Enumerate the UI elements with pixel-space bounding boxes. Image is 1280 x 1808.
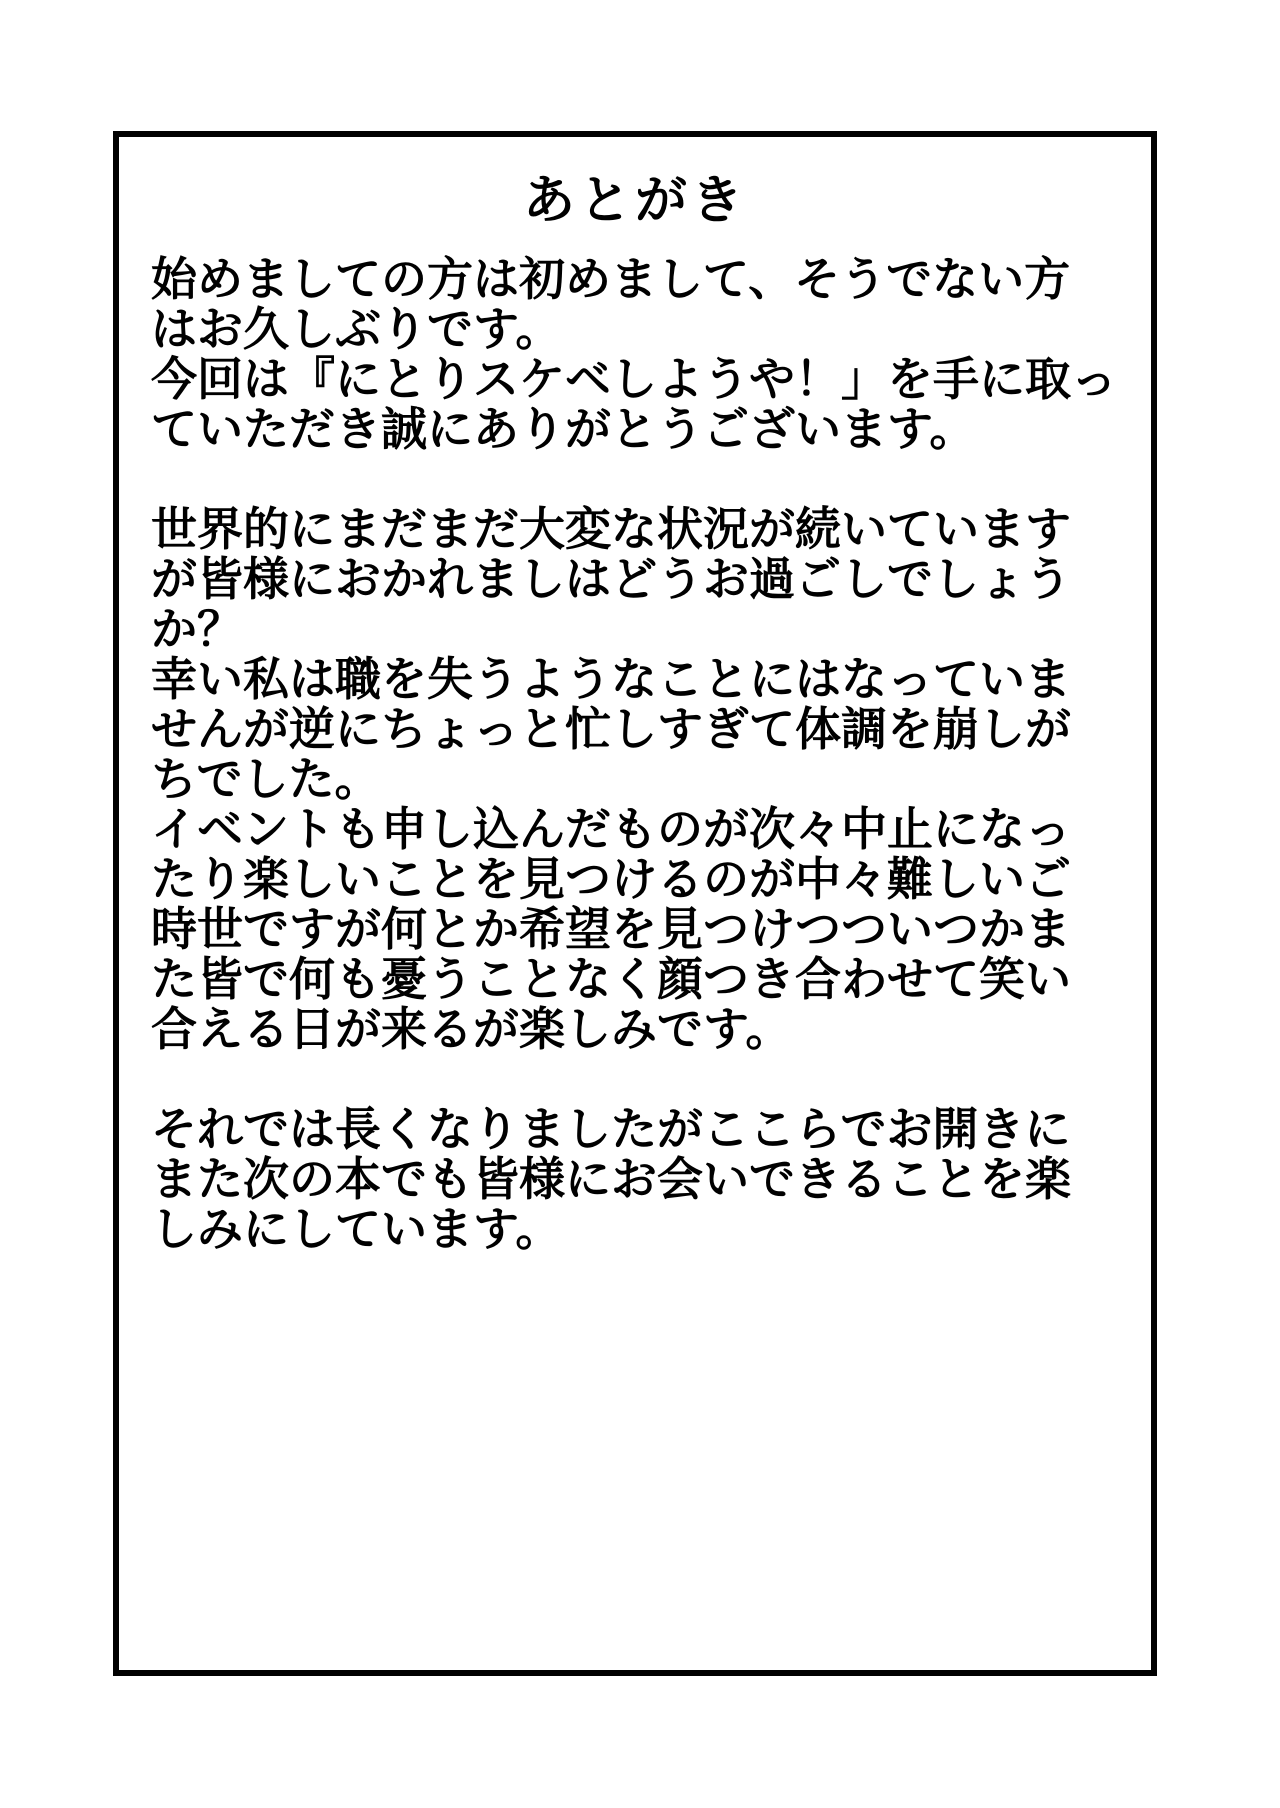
text-line: 時世ですが何とか希望を見つけつついつかま bbox=[151, 902, 1071, 956]
text-line: 世界的にまだまだ大変な状況が続いています bbox=[151, 502, 1071, 556]
paragraph-greeting bbox=[151, 254, 1151, 454]
page-frame bbox=[113, 131, 1157, 1676]
paragraph-gap bbox=[151, 1054, 1151, 1104]
text-line: か？ bbox=[151, 602, 243, 656]
text-line: た皆で何も憂うことなく顔つき合わせて笑い bbox=[151, 952, 1071, 1006]
text-line: それでは長くなりましたがここらでお開きに bbox=[151, 1102, 1071, 1156]
paragraph-situation bbox=[151, 504, 1151, 1054]
text-line: はお久しぶりです。 bbox=[151, 302, 562, 356]
text-line: が皆様におかれましはどうお過ごしでしょう bbox=[151, 552, 1071, 606]
text-line: たり楽しいことを見つけるのが中々難しいご bbox=[151, 852, 1071, 906]
text-line: しみにしています。 bbox=[151, 1202, 562, 1256]
text-line: 始めましての方は初めまして、そうでない方 bbox=[151, 252, 1071, 306]
text-line: せんが逆にちょっと忙しすぎて体調を崩しが bbox=[151, 702, 1071, 756]
text-line: ていただき誠にありがとうございます。 bbox=[151, 402, 976, 456]
text-line: 合える日が来るが楽しみです。 bbox=[151, 1002, 792, 1056]
page-title: あとがき bbox=[522, 171, 747, 231]
paragraph-closing bbox=[151, 1104, 1151, 1254]
text-line: 今回は『にとりスケベしようや！」を手に取っ bbox=[151, 352, 1117, 406]
text-line: また次の本でも皆様にお会いできることを楽 bbox=[151, 1152, 1071, 1206]
afterword-body bbox=[151, 254, 1151, 1254]
paragraph-gap bbox=[151, 454, 1151, 504]
text-line: ちでした。 bbox=[151, 752, 381, 806]
text-line: 幸い私は職を失うようなことにはなっていま bbox=[151, 652, 1071, 706]
text-line: イベントも申し込んだものが次々中止になっ bbox=[151, 802, 1071, 856]
